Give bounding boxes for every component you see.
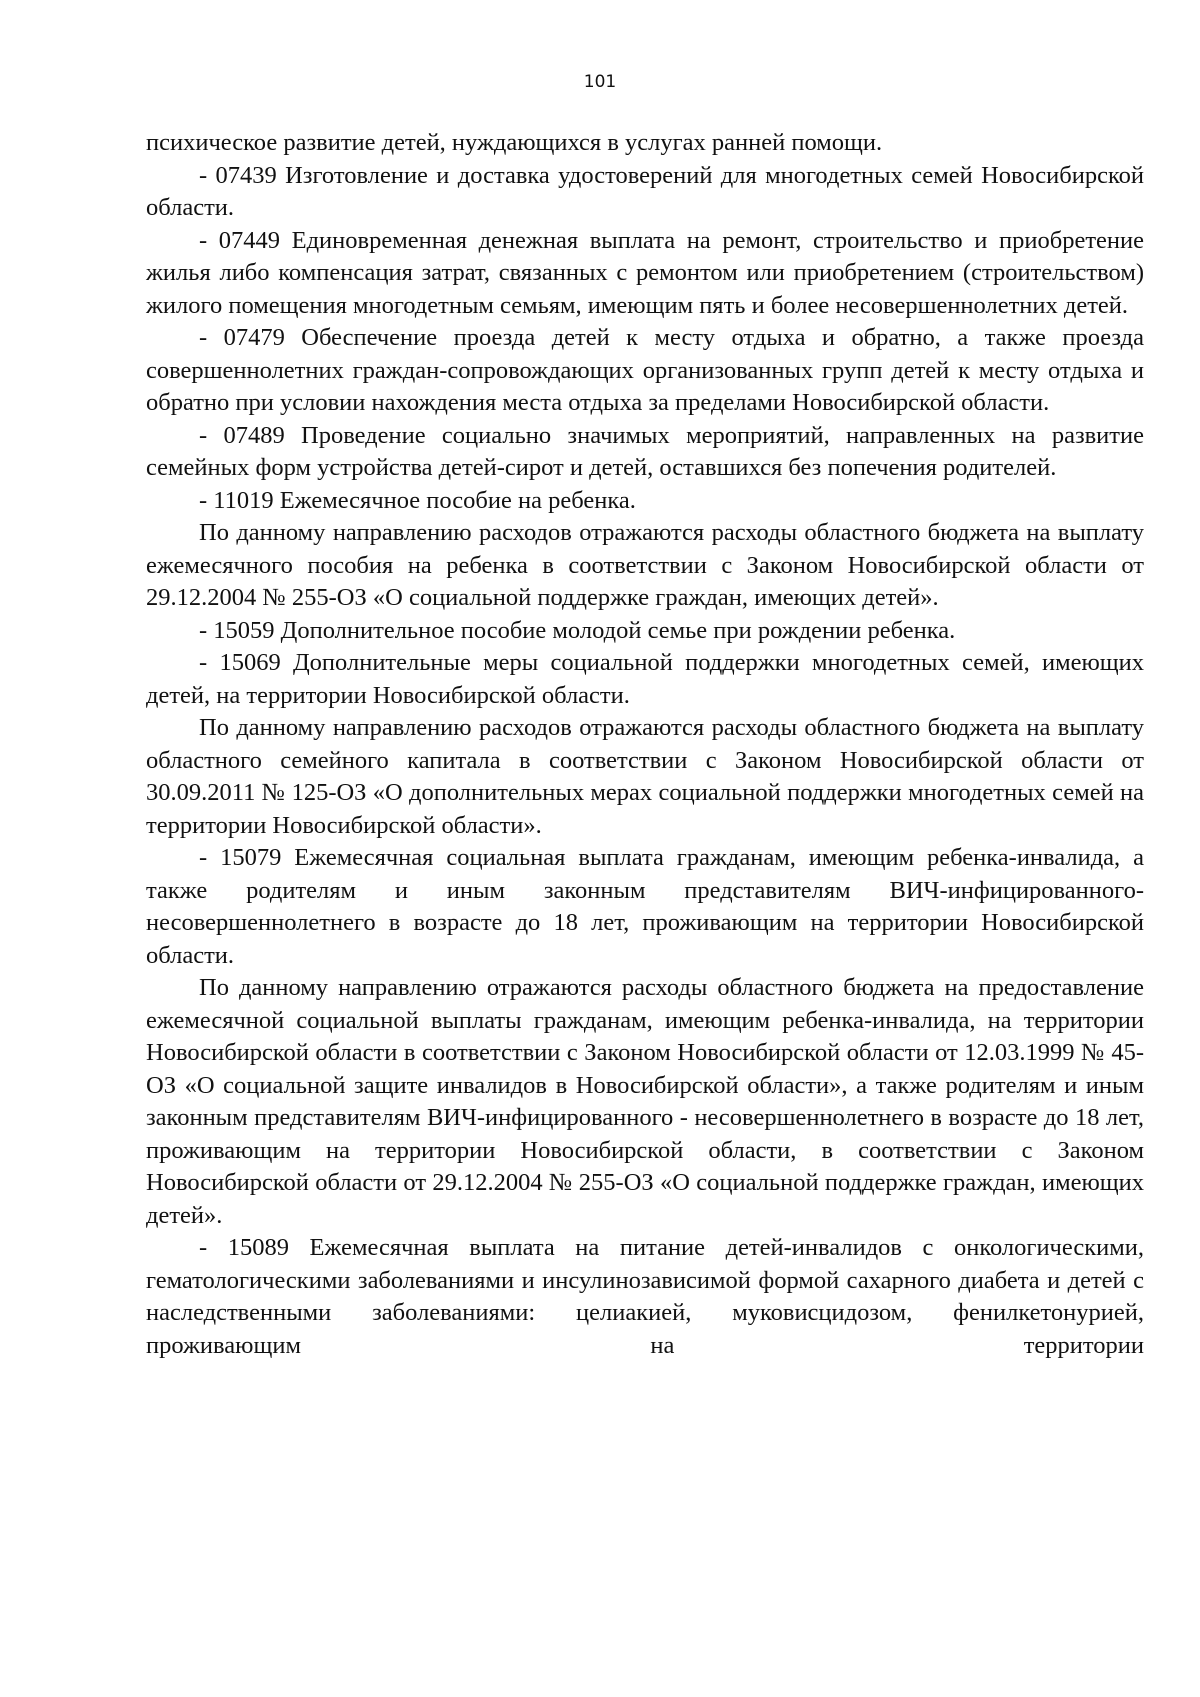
paragraph: - 07479 Обеспечение проезда детей к месту отдыха и обратно, а также проезда совершеннолетних граждан-сопровождающих организованных групп детей к месту отдыха и обратно при условии нахождения места отдыха за пределами Новосибирской области. bbox=[146, 324, 1144, 416]
paragraph: - 15089 Ежемесячная выплата на питание детей-инвалидов с онкологическими, гематологическими заболеваниями и инсулинозависимой формой сахарного диабета и детей с наследственными заболеваниями: целиакией, муковисцидозом, фенилкетонурией, проживающим на территории bbox=[146, 1234, 1144, 1359]
paragraph: - 11019 Ежемесячное пособие на ребенка. bbox=[199, 486, 636, 514]
document-body bbox=[146, 127, 1144, 1362]
page-number: 101 bbox=[583, 72, 617, 92]
paragraph: По данному направлению расходов отражаются расходы областного бюджета на выплату областного семейного капитала в соответствии с Законом Новосибирской области от 30.09.2011 № 125-ОЗ «О дополнительных мерах социальной поддержки многодетных семей на территории Новосибирской области». bbox=[146, 714, 1144, 839]
paragraph: - 07489 Проведение социально значимых мероприятий, направленных на развитие семейных форм устройства детей-сирот и детей, оставшихся без попечения родителей. bbox=[146, 421, 1144, 481]
paragraph: - 15069 Дополнительные меры социальной поддержки многодетных семей, имеющих детей, на территории Новосибирской области. bbox=[146, 649, 1144, 709]
paragraph: - 07439 Изготовление и доставка удостоверений для многодетных семей Новосибирской области. bbox=[146, 161, 1144, 221]
paragraph: По данному направлению отражаются расходы областного бюджета на предоставление ежемесячной социальной выплаты гражданам, имеющим ребенка-инвалида, на территории Новосибирской области в соответствии с Законом Новосибирской области от 12.03.1999 № 45-ОЗ «О социальной защите инвалидов в Новосибирской области», а также родителям и иным законным представителям ВИЧ-инфицированного - несовершеннолетнего в возрасте до 18 лет, проживающим на территории Новосибирской области, в соответствии с Законом Новосибирской области от 29.12.2004 № 255-ОЗ «О социальной поддержке граждан, имеющих детей». bbox=[146, 974, 1144, 1229]
paragraph: По данному направлению расходов отражаются расходы областного бюджета на выплату ежемесячного пособия на ребенка в соответствии с Законом Новосибирской области от 29.12.2004 № 255-ОЗ «О социальной поддержке граждан, имеющих детей». bbox=[146, 519, 1144, 611]
paragraph: - 15079 Ежемесячная социальная выплата гражданам, имеющим ребенка-инвалида, а также родителям и иным законным представителям ВИЧ-инфицированного-несовершеннолетнего в возрасте до 18 лет, проживающим на территории Новосибирской области. bbox=[146, 844, 1144, 969]
paragraph: психическое развитие детей, нуждающихся в услугах ранней помощи. bbox=[146, 129, 883, 156]
paragraph: - 15059 Дополнительное пособие молодой семье при рождении ребенка. bbox=[199, 616, 956, 644]
paragraph: - 07449 Единовременная денежная выплата на ремонт, строительство и приобретение жилья либо компенсация затрат, связанных с ремонтом или приобретением (строительством) жилого помещения многодетным семьям, имеющим пять и более несовершеннолетних детей. bbox=[146, 226, 1144, 319]
